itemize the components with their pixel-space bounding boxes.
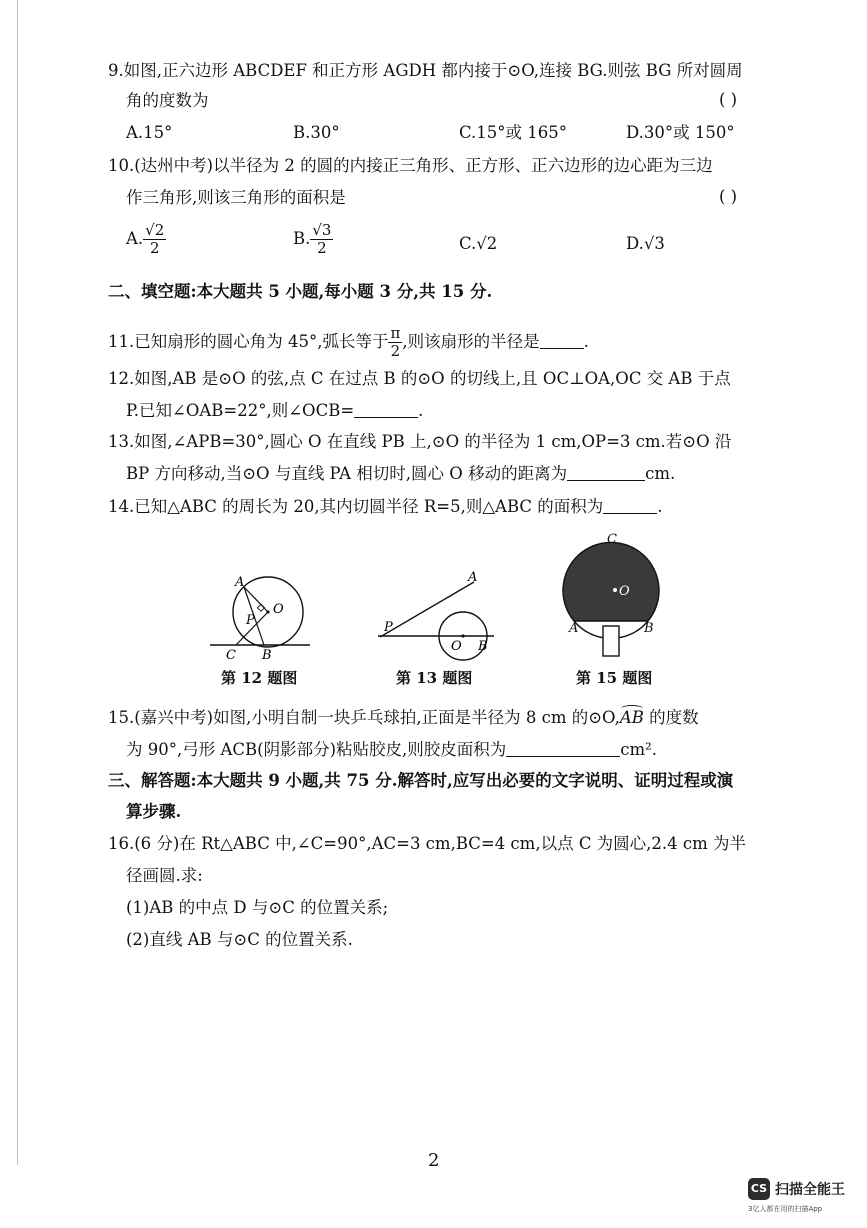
q10-option-b bbox=[293, 222, 333, 257]
q9-option-a: A.15° bbox=[126, 123, 173, 142]
q10-option-a-fraction bbox=[143, 222, 166, 257]
scanner-logo-icon: CS bbox=[748, 1178, 770, 1200]
q10-option-b-fraction bbox=[310, 222, 333, 257]
q9-line2: 角的度数为 bbox=[126, 91, 209, 110]
q16-line2: 径画圆.求: bbox=[126, 866, 203, 885]
q16-sub2: (2)直线 AB 与⊙C 的位置关系. bbox=[126, 930, 353, 949]
q16-sub1: (1)AB 的中点 D 与⊙C 的位置关系; bbox=[126, 898, 389, 917]
fig12-diagram bbox=[210, 565, 320, 665]
fig12-label-p: P bbox=[246, 613, 255, 628]
q15-arc-ab bbox=[620, 708, 644, 727]
scanner-logo-subtitle: 3亿人都在用的扫描App bbox=[748, 1205, 823, 1213]
fig13-label-o: O bbox=[451, 639, 462, 654]
fig13-label-b: B bbox=[478, 639, 488, 654]
q10-option-d: D.√3 bbox=[626, 234, 665, 253]
fig12-center-dot bbox=[266, 610, 269, 613]
q12-end: . bbox=[418, 401, 424, 420]
q15-line2-wrap bbox=[126, 739, 657, 761]
q9-option-d: D.30°或 150° bbox=[626, 123, 735, 142]
q10-option-a-denominator: 2 bbox=[149, 239, 160, 257]
q10-line2: 作三角形,则该三角形的面积是 bbox=[126, 188, 346, 207]
q11-answer-blank bbox=[540, 332, 584, 349]
q14-line-wrap bbox=[108, 496, 663, 518]
q10-option-b-denominator: 2 bbox=[317, 239, 327, 257]
q10-option-c: C.√2 bbox=[459, 234, 498, 253]
q12-line2: P.已知∠OAB=22°,则∠OCB= bbox=[126, 401, 355, 420]
q10-option-a-numerator: √2 bbox=[145, 221, 165, 239]
q10-option-a-label: A. bbox=[126, 229, 144, 248]
q11-end: . bbox=[583, 332, 589, 351]
fig13-diagram bbox=[372, 565, 502, 665]
fig13-center-dot bbox=[461, 634, 464, 637]
q16-line1: 16.(6 分)在 Rt△ABC 中,∠C=90°,AC=3 cm,BC=4 cm,以点 C 为圆心,2.4 cm 为半 bbox=[108, 834, 747, 853]
q10-answer-paren: ( ) bbox=[719, 187, 738, 206]
page-left-border bbox=[17, 0, 18, 1165]
scanner-logo-title: 扫描全能王 bbox=[775, 1182, 845, 1198]
q13-line2: BP 方向移动,当⊙O 与直线 PA 相切时,圆心 O 移动的距离为 bbox=[126, 464, 568, 483]
q14-text: 14.已知△ABC 的周长为 20,其内切圆半径 R=5,则△ABC 的面积为 bbox=[108, 497, 604, 516]
fig13-line-pa bbox=[380, 582, 474, 637]
q13-line2-wrap bbox=[126, 463, 675, 485]
fig15-handle bbox=[603, 626, 619, 656]
fig12-label-b: B bbox=[262, 648, 272, 663]
fig15-label-o: O bbox=[619, 584, 630, 599]
fig12-label-o: O bbox=[273, 602, 284, 617]
q11-line bbox=[108, 320, 589, 364]
q9-answer-paren: ( ) bbox=[719, 90, 738, 109]
page-number: 2 bbox=[428, 1150, 440, 1171]
fig15-center-dot bbox=[613, 588, 617, 592]
fig15-label-a: A bbox=[569, 621, 579, 636]
fig15-caption: 第 15 题图 bbox=[576, 669, 653, 687]
q15-unit: cm². bbox=[620, 740, 658, 759]
fig15-label-c: C bbox=[607, 532, 617, 547]
q10-option-b-label: B. bbox=[293, 229, 311, 248]
section3-heading-line2: 算步骤. bbox=[126, 802, 182, 821]
q12-answer-blank bbox=[354, 401, 418, 418]
scanner-watermark bbox=[748, 1178, 858, 1218]
q10-line1: 10.(达州中考)以半径为 2 的圆的内接正三角形、正方形、正六边形的边心距为三边 bbox=[108, 156, 713, 175]
q9-line1: 9.如图,正六边形 ABCDEF 和正方形 AGDH 都内接于⊙O,连接 BG.则弦 BG 所对圆周 bbox=[108, 61, 743, 80]
q11-denominator: 2 bbox=[390, 342, 401, 360]
fig15-label-b: B bbox=[644, 621, 654, 636]
q12-line1: 12.如图,AB 是⊙O 的弦,点 C 在过点 B 的⊙O 的切线上,且 OC⊥OA,OC 交 AB 于点 bbox=[108, 369, 731, 388]
fig13-label-a: A bbox=[468, 570, 478, 585]
fig15-diagram bbox=[555, 528, 675, 663]
q15-line1b: 的度数 bbox=[643, 708, 699, 727]
section2-heading: 二、填空题:本大题共 5 小题,每小题 3 分,共 15 分. bbox=[108, 282, 493, 301]
fig13-label-p: P bbox=[384, 620, 393, 635]
q14-answer-blank bbox=[603, 497, 657, 514]
q12-line2-wrap bbox=[126, 400, 423, 422]
q11-numerator: π bbox=[390, 324, 401, 342]
fig15-shaded-segment bbox=[563, 542, 659, 621]
q13-line1: 13.如图,∠APB=30°,圆心 O 在直线 PB 上,⊙O 的半径为 1 cm,OP=3 cm.若⊙O 沿 bbox=[108, 432, 732, 451]
fig13-caption: 第 13 题图 bbox=[396, 669, 473, 687]
q9-option-c: C.15°或 165° bbox=[459, 123, 568, 142]
fig12-label-c: C bbox=[226, 648, 236, 663]
q15-line2: 为 90°,弓形 ACB(阴影部分)粘贴胶皮,则胶皮面积为 bbox=[126, 740, 507, 759]
q10-option-b-numerator: √3 bbox=[312, 221, 332, 239]
q13-unit: cm. bbox=[645, 464, 676, 483]
q11-pre: 11.已知扇形的圆心角为 45°,弧长等于 bbox=[108, 332, 389, 351]
q15-line1-wrap bbox=[108, 707, 699, 729]
q14-end: . bbox=[657, 497, 663, 516]
fig12-caption: 第 12 题图 bbox=[221, 669, 298, 687]
q15-line1: 15.(嘉兴中考)如图,小明自制一块乒乓球拍,正面是半径为 8 cm 的⊙O, bbox=[108, 708, 620, 727]
q13-answer-blank bbox=[567, 464, 645, 481]
q11-post: ,则该扇形的半径是 bbox=[402, 332, 540, 351]
q11-fraction bbox=[388, 325, 402, 360]
fig12-label-a: A bbox=[235, 575, 245, 590]
q15-arc-mark bbox=[621, 705, 643, 712]
section3-heading-line1: 三、解答题:本大题共 9 小题,共 75 分.解答时,应写出必要的文字说明、证明过程或演 bbox=[108, 771, 734, 790]
q15-arc-label: AB bbox=[619, 708, 644, 727]
q9-option-b: B.30° bbox=[293, 123, 340, 142]
q15-answer-blank bbox=[506, 740, 620, 757]
q10-option-a bbox=[126, 222, 166, 257]
